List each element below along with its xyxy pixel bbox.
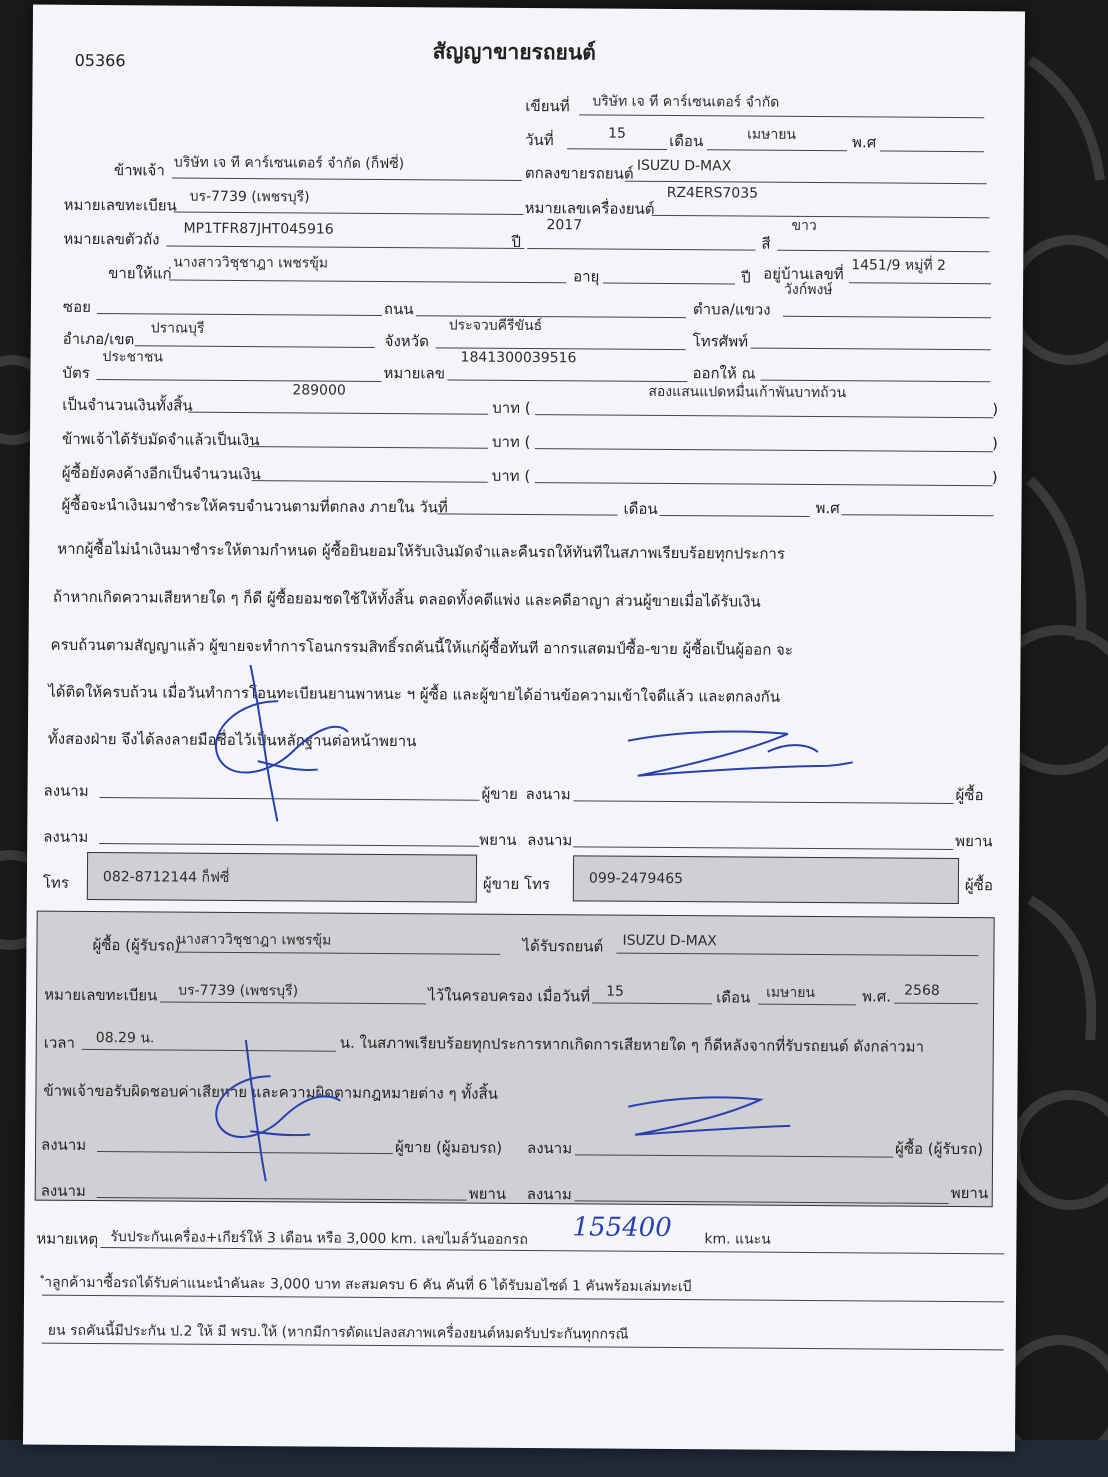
car-model: ISUZU D-MAX bbox=[636, 157, 732, 175]
total-close-paren: ) bbox=[992, 400, 999, 419]
due-day-line bbox=[437, 513, 617, 515]
agree-label: ตกลงขายรถยนต์ bbox=[524, 163, 634, 183]
terms-line-4: ได้ติดให้ครบถ้วน เมื่อวันทำการโอนทะเบียนยานพาหนะ ฯ ผู้ซื้อ และผู้ขายได้อ่านข้อความเข้าใจดีแล้ว และตกลงกัน bbox=[48, 682, 781, 706]
day-value: 15 bbox=[608, 125, 627, 142]
terms-line-3: ครบถ้วนตามสัญญาแล้ว ผู้ขายจะทำการโอนกรรมสิทธิ์รถคันนี้ให้แก่ผู้ซื้อทันที อากรแสตมป์ซื้อ-ขาย ผู้ซื้อเป็นผู้ออก จะ bbox=[50, 635, 793, 659]
written-at-line bbox=[579, 114, 984, 118]
seller-signature-ink bbox=[197, 661, 358, 832]
receipt-buyer-signature-ink bbox=[620, 1087, 800, 1148]
address-label: อยู่บ้านเลขที่ bbox=[763, 264, 844, 284]
road-label: ถนน bbox=[383, 300, 414, 319]
receipt-witness1-role: พยาน bbox=[468, 1184, 507, 1203]
witness1-role: พยาน bbox=[479, 830, 517, 849]
buyer-sign-label: ลงนาม bbox=[525, 785, 571, 804]
remaining-label: ผู้ซื้อยังคงค้างอีกเป็นจำนวนเงิน bbox=[61, 463, 261, 484]
age-unit: ปี bbox=[741, 268, 751, 287]
district-value: ปราณบุรี bbox=[150, 320, 205, 337]
written-at-label: เขียนที่ bbox=[525, 96, 570, 116]
seller-phone-label: โทร bbox=[42, 873, 69, 892]
month-value: เมษายน bbox=[747, 126, 797, 143]
total-value: 289000 bbox=[292, 382, 346, 399]
receipt-buyer-label: ผู้ซื้อ (ผู้รับรถ) bbox=[92, 935, 181, 955]
issued-line bbox=[760, 380, 990, 383]
receipt-witness1-label: ลงนาม bbox=[40, 1181, 86, 1200]
receipt-liability-text: ข้าพเจ้าขอรับผิดชอบค่าเสียหาย และความผิดตามกฎหมายต่าง ๆ ทั้งสิ้น bbox=[43, 1081, 499, 1103]
terms-line-1: หากผู้ซื้อไม่นำเงินมาชำระให้ตามกำหนด ผู้ซื้อยินยอมให้รับเงินมัดจำและคืนรถให้ทันทีในสภาพเรียบร้อยทุกประการ bbox=[57, 539, 786, 563]
due-month-label: เดือน bbox=[623, 499, 658, 518]
total-words-line bbox=[535, 414, 993, 418]
district-label: อำเภอ/เขต bbox=[62, 329, 135, 349]
deposit-baht-label: บาท ( bbox=[491, 432, 531, 452]
remarks-label: หมายเหตุ bbox=[36, 1229, 99, 1249]
province-label: จังหวัด bbox=[384, 332, 429, 351]
seller-line bbox=[172, 178, 522, 181]
day-line bbox=[567, 148, 667, 150]
engine-value: RZ4ERS7035 bbox=[666, 184, 759, 202]
receipt-year-label: พ.ศ. bbox=[862, 987, 892, 1006]
age-line bbox=[603, 283, 735, 285]
receipt-year: 2568 bbox=[904, 982, 940, 999]
chassis-label: หมายเลขตัวถัง bbox=[63, 229, 160, 249]
remarks-line-1 bbox=[100, 1247, 1004, 1254]
deposit-label: ข้าพเจ้าได้รับมัดจำแล้วเป็นเงิน bbox=[61, 429, 260, 450]
id-value: 1841300039516 bbox=[460, 349, 577, 367]
address-line bbox=[849, 282, 991, 284]
year-line bbox=[880, 150, 984, 152]
month-label: เดือน bbox=[669, 131, 704, 151]
subdistrict-label: ตำบล/แขวง bbox=[692, 300, 771, 319]
remaining-close-paren: ) bbox=[991, 468, 998, 487]
due-year-label: พ.ศ bbox=[815, 499, 840, 518]
issued-label: ออกให้ ณ bbox=[692, 364, 756, 383]
due-label: ผู้ซื้อจะนำเงินมาชำระให้ครบจำนวนตามที่ตกลง ภายใน วันที่ bbox=[61, 495, 448, 517]
color-value: ขาว bbox=[791, 217, 817, 235]
total-line bbox=[188, 412, 488, 415]
card-value: ประชาชน bbox=[102, 349, 164, 366]
buyer-sign-line bbox=[573, 800, 953, 804]
buyer-name-line bbox=[169, 280, 566, 284]
receipt-buyer-name: นางสาววิชุชาฎา เพชรขุ้ม bbox=[176, 931, 332, 949]
receipt-witness2-role: พยาน bbox=[950, 1183, 989, 1203]
address-value: 1451/9 หมู่ที่ 2 bbox=[851, 257, 947, 274]
total-label: เป็นจำนวนเงินทั้งสิ้น bbox=[62, 395, 193, 415]
buyer-phone: 099-2479465 bbox=[588, 870, 684, 888]
sell-to-label: ขายให้แก่ bbox=[108, 264, 172, 283]
remarks-text-3: ยน รถคันนี้มีประกัน ป.2 ให้ มี พรบ.ให้ (หากมีการดัดแปลงสภาพเครื่องยนต์หมดรับประกันทุกกรณี bbox=[47, 1322, 629, 1343]
buyer-name: นางสาววิชุชาฎา เพชรขุ้ม bbox=[173, 254, 329, 272]
subdistrict-value: วังก์พงษ์ bbox=[784, 281, 833, 299]
province-value: ประจวบคีรีขันธ์ bbox=[448, 317, 543, 335]
receipt-witness2-label: ลงนาม bbox=[526, 1185, 572, 1204]
deposit-close-paren: ) bbox=[991, 434, 998, 453]
receipt-received-label: ได้รับรถยนต์ bbox=[522, 936, 604, 956]
month-line bbox=[707, 149, 847, 151]
engine-label: หมายเลขเครื่องยนต์ bbox=[524, 198, 655, 218]
color-line bbox=[777, 250, 989, 252]
color-label: สี bbox=[761, 234, 771, 253]
phone-label: โทรศัพท์ bbox=[692, 332, 749, 351]
witness2-sign-label: ลงนาม bbox=[527, 831, 573, 850]
total-baht-label: บาท ( bbox=[492, 398, 531, 418]
date-label: วันที่ bbox=[525, 130, 554, 150]
model-year-line bbox=[527, 248, 755, 251]
buyer-phone-role: ผู้ซื้อ bbox=[964, 876, 993, 895]
deposit-line bbox=[248, 446, 488, 449]
seller-sign-label: ลงนาม bbox=[43, 781, 89, 800]
remaining-words-line bbox=[535, 482, 993, 486]
page-title: สัญญาขายรถยนต์ bbox=[432, 39, 596, 65]
model-year-label: ปี bbox=[511, 232, 521, 251]
receipt-car-model: ISUZU D-MAX bbox=[622, 932, 717, 950]
receipt-possession-label: ไว้ในครอบครอง เมื่อวันที่ bbox=[428, 986, 591, 1006]
total-words: สองแสนแปดหมื่นเก้าพันบาทถ้วน bbox=[648, 383, 847, 402]
terms-line-2: ถ้าหากเกิดความเสียหายใด ๆ ก็ดี ผู้ซื้อยอมชดใช้ให้ทั้งสิ้น ตลอดทั้งคดีแพ่ง และคดีอาญา ส่วนผู้ขายเมื่อได้รับเงิน bbox=[52, 587, 761, 611]
receipt-plate: บร-7739 (เพชรบุรี) bbox=[178, 982, 299, 1000]
remarks-unit: km. แนะน bbox=[704, 1231, 771, 1248]
seller-phone: 082-8712144 ก็ฟซี่ bbox=[102, 869, 230, 886]
buyer-signature-ink bbox=[618, 721, 858, 793]
receipt-seller-sign-label: ลงนาม bbox=[41, 1135, 87, 1154]
receipt-month-label: เดือน bbox=[716, 988, 751, 1007]
witness2-sign-line bbox=[573, 846, 953, 850]
mileage-handwritten: 155400 bbox=[572, 1212, 672, 1244]
age-label: อายุ bbox=[573, 267, 600, 286]
model-year-value: 2017 bbox=[546, 217, 583, 234]
plate-value: บร-7739 (เพชรบุรี) bbox=[189, 188, 310, 206]
soi-line bbox=[97, 313, 382, 316]
receipt-month: เมษายน bbox=[766, 984, 816, 1002]
receipt-condition-text: น. ในสภาพเรียบร้อยทุกประการหากเกิดการเสียหายใด ๆ ก็ดีหลังจากที่รับรถยนต์ ดังกล่าวมา bbox=[339, 1033, 925, 1056]
receipt-time-label: เวลา bbox=[43, 1033, 76, 1052]
receipt-seller-signature-ink bbox=[200, 1036, 351, 1187]
receipt-buyer-sign-label: ลงนาม bbox=[527, 1139, 573, 1158]
buyer-sign-role: ผู้ซื้อ bbox=[955, 786, 984, 805]
contract-paper bbox=[23, 5, 1025, 1452]
phone-line bbox=[751, 348, 991, 351]
document-number: 05366 bbox=[74, 50, 126, 71]
remarks-text-2: ำลูกค้ามาซื้อรถได้รับค่าแนะนำคันละ 3,000 บาท สะสมครบ 6 คัน คันที่ 6 ได้รับมอไซด์ 1 คันพร้อมเล่มทะเบี bbox=[44, 1274, 692, 1296]
plate-label: หมายเลขทะเบียน bbox=[63, 195, 177, 215]
witness1-sign-label: ลงนาม bbox=[43, 827, 89, 846]
remaining-line bbox=[252, 480, 488, 483]
soi-label: ซอย bbox=[62, 297, 91, 316]
due-year-line bbox=[841, 514, 993, 516]
witness2-role: พยาน bbox=[955, 832, 993, 851]
witness1-sign-line bbox=[99, 843, 479, 847]
engine-line bbox=[652, 215, 990, 218]
remarks-text-1: รับประกันเครื่อง+เกียร์ให้ 3 เดือน หรือ 3,000 km. เลขไมล์วันออกรถ bbox=[110, 1229, 528, 1249]
deposit-words-line bbox=[535, 448, 993, 452]
terms-line-5: ทั้งสองฝ่าย จึงได้ลงลายมือชื่อไว้เป็นหลักฐานต่อหน้าพยาน bbox=[47, 729, 417, 751]
seller-sign-role: ผู้ขาย bbox=[481, 784, 518, 803]
receipt-seller-role: ผู้ขาย (ผู้มอบรถ) bbox=[395, 1138, 503, 1157]
receipt-time: 08.29 น. bbox=[95, 1030, 155, 1047]
chassis-line bbox=[166, 245, 524, 248]
district-line bbox=[135, 345, 375, 348]
written-at-value: บริษัท เจ ที คาร์เซนเตอร์ จำกัด bbox=[592, 93, 780, 111]
seller-label: ข้าพเจ้า bbox=[113, 161, 165, 180]
receipt-buyer-role: ผู้ซื้อ (ผู้รับรถ) bbox=[895, 1139, 984, 1159]
plate-line bbox=[174, 212, 524, 215]
id-label: หมายเลข bbox=[383, 364, 446, 383]
card-label: บัตร bbox=[62, 363, 90, 382]
seller-phone-role: ผู้ขาย โทร bbox=[482, 874, 551, 894]
receipt-day: 15 bbox=[606, 983, 625, 1000]
due-month-line bbox=[659, 515, 809, 517]
receipt-plate-label: หมายเลขทะเบียน bbox=[44, 985, 158, 1005]
subdistrict-line bbox=[783, 316, 991, 318]
remaining-baht-label: บาท ( bbox=[491, 466, 531, 486]
chassis-value: MP1TFR87JHT045916 bbox=[183, 220, 334, 238]
seller-name: บริษัท เจ ที คาร์เซนเตอร์ จำกัด (ก็ฟซี่) bbox=[173, 154, 405, 173]
year-label: พ.ศ bbox=[852, 133, 877, 152]
